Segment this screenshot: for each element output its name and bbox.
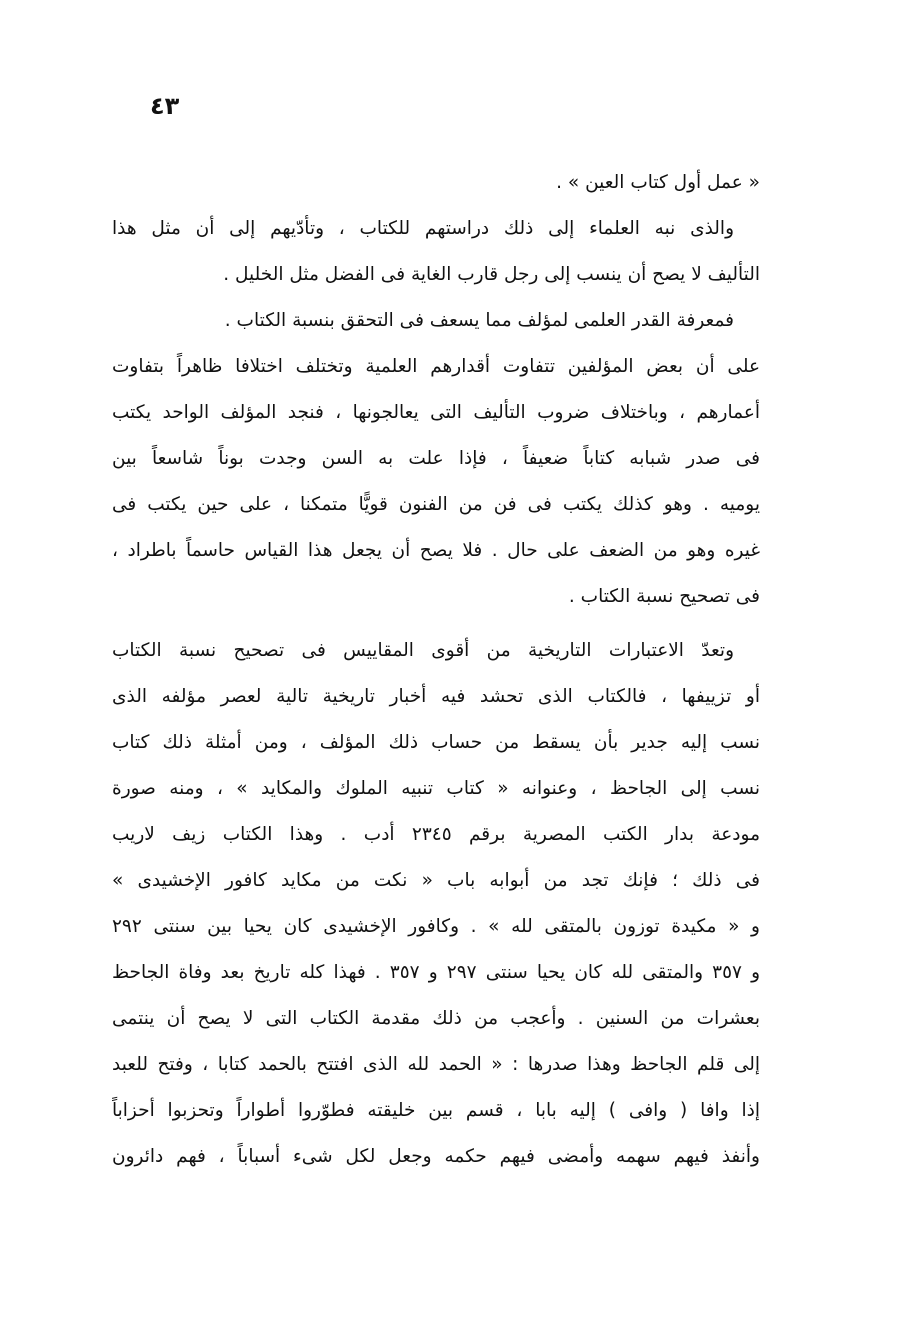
text-line: غيره وهو من الضعف على حال . فلا يصح أن يجعل هذا القياس حاسماً باطراد ،	[112, 540, 760, 561]
text-line: بعشرات من السنين . وأعجب من ذلك مقدمة الكتاب التى لا يصح أن ينتمى	[112, 1008, 760, 1029]
text-line: أعمارهم ، وباختلاف ضروب التأليف التى يعالجونها ، فنجد المؤلف الواحد يكتب	[112, 402, 760, 423]
text-line: والذى نبه العلماء إلى ذلك دراستهم للكتاب ، وتأدّيهم إلى أن مثل هذا	[112, 218, 734, 239]
text-line: و « مكيدة توزون بالمتقى لله » . وكافور الإخشيدى كان يحيا بين سنتى ٢٩٢	[112, 916, 760, 937]
body-text	[112, 160, 760, 1180]
text-line: وتعدّ الاعتبارات التاريخية من أقوى المقاييس فى تصحيح نسبة الكتاب	[112, 640, 734, 661]
text-line: أو تزييفها ، فالكتاب الذى تحشد فيه أخبار تاريخية تالية لعصر مؤلفه الذى	[112, 686, 760, 707]
page-number: ٤٣	[150, 92, 180, 120]
text-line: على أن بعض المؤلفين تتفاوت أقدارهم العلمية وتختلف اختلافا ظاهراً بتفاوت	[112, 356, 760, 377]
text-line: مودعة بدار الكتب المصرية برقم ٢٣٤٥ أدب . وهذا الكتاب زيف لاريب	[112, 824, 760, 845]
text-line: وأنفذ فيهم سهمه وأمضى فيهم حكمه وجعل لكل شىء أسباباً ، فهم دائرون	[112, 1146, 760, 1167]
text-line: فى ذلك ؛ فإنك تجد من أبوابه باب « نكت من مكايد كافور الإخشيدى »	[112, 870, 760, 891]
text-line: فى صدر شبابه كتاباً ضعيفاً ، فإذا علت به السن وجدت بوناً شاسعاً بين	[112, 448, 760, 469]
text-line: يوميه . وهو كذلك يكتب فى فن من الفنون قويًّا متمكنا ، على حين يكتب فى	[112, 494, 760, 515]
text-line: التأليف لا يصح أن ينسب إلى رجل قارب الغاية فى الفضل مثل الخليل .	[223, 264, 760, 285]
text-line: و ٣٥٧ والمتقى لله كان يحيا سنتى ٢٩٧ و ٣٥٧ . فهذا كله تاريخ بعد وفاة الجاحظ	[112, 962, 760, 983]
text-line: « عمل أول كتاب العين » .	[556, 172, 760, 193]
text-line: نسب إلى الجاحظ ، وعنوانه « كتاب تنبيه الملوك والمكايد » ، ومنه صورة	[112, 778, 760, 799]
text-line: فمعرفة القدر العلمى لمؤلف مما يسعف فى التحقق بنسبة الكتاب .	[224, 310, 734, 331]
text-line: إذا وافا ( وافى ) إليه بابا ، قسم بين خليقته فطوّروا أطواراً وتحزبوا أحزاباً	[112, 1100, 760, 1121]
text-line: إلى قلم الجاحظ وهذا صدرها : « الحمد لله الذى افتتح بالحمد كتابا ، وفتح للعبد	[112, 1054, 760, 1075]
text-line: نسب إليه جدير بأن يسقط من حساب ذلك المؤلف ، ومن أمثلة ذلك كتاب	[112, 732, 760, 753]
text-line: فى تصحيح نسبة الكتاب .	[568, 586, 760, 607]
